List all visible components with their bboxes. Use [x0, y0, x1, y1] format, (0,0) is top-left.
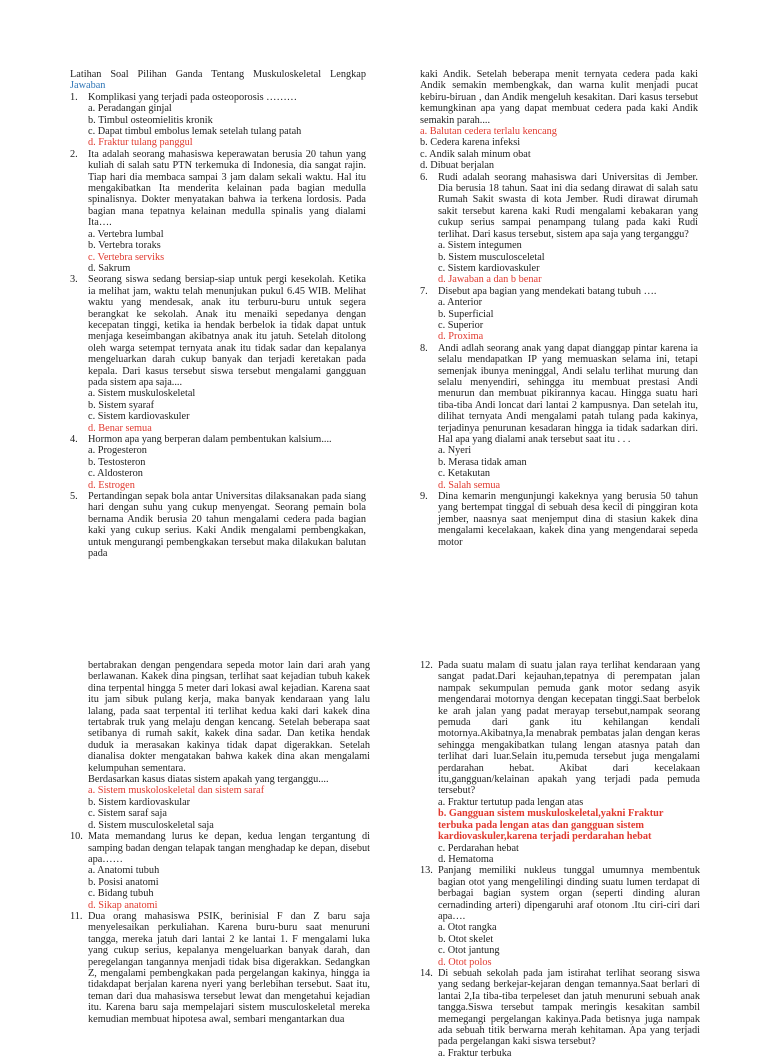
question-number: 5. — [70, 491, 78, 503]
question-5-continued: kaki Andik. Setelah beberapa menit ternyata cedera pada kaki Andik semakin membengkak, dan warna kulit menjadi pucat kebiru-biruan , dan Andik mengeluh kesakitan. Dari kasus tersebut kemungkinan apa yang dapat membuat cedera pada kaki Andik semakin parah.... — [420, 69, 698, 126]
question-2 — [70, 149, 366, 229]
answer-option: d. Otot polos — [438, 956, 492, 968]
option-c: c. Superior — [438, 319, 484, 331]
option-a: a. Otot rangka — [438, 922, 497, 934]
question-number: 7. — [420, 285, 428, 297]
answer-option: d. Proxima — [438, 331, 484, 343]
option-a: a. Progesteron — [88, 445, 147, 457]
option-b: b. Timbul osteomielitis kronik — [88, 114, 213, 126]
option-b: b. Testosteron — [88, 456, 146, 468]
title-accent: Jawaban — [70, 80, 106, 92]
option-a: a. Anterior — [438, 297, 483, 309]
question-text: Ita adalah seorang mahasiswa keperawatan berusia 20 tahun yang kuliah di salah satu PTN terkemuka di Indonesia, dia sangat rajin. Tiap hari dia membaca sampai 3 jam dalam sekali waktu. Hal itu mengakibatkan Ita menderita kelainan pada bagian medulla spinalisnya. Dokter menyatakan bahwa ia terkena lordosis. Pada bagian mana tepatnya kelainan medulla spinalis yang dialami Ita…. — [88, 148, 366, 229]
question-13 — [420, 865, 700, 922]
question-5-options — [420, 126, 698, 172]
question-number: 12. — [420, 660, 433, 671]
question-3-options — [88, 388, 366, 434]
question-9-options — [88, 785, 370, 831]
option-c: c. Perdarahan hebat — [438, 842, 519, 854]
page-1-left-column — [70, 69, 366, 640]
question-number: 11. — [70, 910, 83, 922]
option-c: c. Sistem kardiovaskuler — [438, 262, 540, 274]
option-b: b. Superficial — [438, 308, 494, 320]
page-2-left-column — [70, 660, 370, 1025]
option-a: a. Peradangan ginjal — [88, 103, 172, 115]
question-12-options — [438, 797, 700, 865]
option-b: b. Vertebra toraks — [88, 240, 161, 252]
question-number: 10. — [70, 831, 83, 843]
answer-option: d. Salah semua — [438, 479, 501, 491]
option-a: a. Fraktur terbuka — [438, 1047, 512, 1059]
question-1-options — [88, 103, 366, 149]
option-d: d. Hematoma — [438, 853, 494, 865]
question-7 — [420, 286, 698, 297]
option-a: a. Sistem integumen — [438, 240, 522, 252]
question-number: 14. — [420, 967, 433, 979]
question-text: Pertandingan sepak bola antar Universitas dilaksanakan pada siang hari dengan suhu yang cukup menyengat. Seorang pemain bola bernama Andik berusia 20 tahun mengalami cedera pada bagian kaki yang cukup serius. Kaki Andik mengalami pembengkakan, untuk mengurangi pembengkakan tersebut maka dilakukan balutan pada — [88, 491, 366, 560]
question-6-options — [438, 240, 698, 286]
question-5 — [70, 491, 366, 559]
question-13-options — [438, 922, 700, 968]
question-14 — [420, 968, 700, 1048]
option-b: b. Sistem musculosceletal — [438, 251, 545, 263]
option-c: c. Ketakutan — [438, 468, 491, 480]
question-number: 1. — [70, 91, 78, 103]
option-d: d. Sistem musculoskeletal saja — [88, 819, 214, 831]
option-a: a. Sistem muskuloskeletal — [88, 388, 196, 400]
question-text: Hormon apa yang berperan dalam pembentukan kalsium.... — [88, 434, 332, 445]
question-number: 13. — [420, 865, 433, 877]
option-c: c. Bidang tubuh — [88, 888, 154, 900]
question-11 — [70, 911, 370, 1025]
answer-option: d. Estrogen — [88, 479, 135, 491]
answer-option: c. Vertebra serviks — [88, 251, 165, 263]
question-number: 4. — [70, 434, 78, 445]
question-text: Di sebuah sekolah pada jam istirahat terlihat seorang siswa yang sedang berkejar-kejaran dengan temannya.Saat berlari di lantai 2,Ia tiba-tiba terpeleset dan jatuh menuruni sebuah anak tangga.Siswa tersebut tampak meringis kesakitan sambil memegangi pergelangan kakinya.Pada betisnya juga nampak ada sebuah titik berwarna merah kehitaman. Apa yang terjadi pada pergelangan kaki siswa tersebut? — [438, 967, 700, 1048]
option-c: c. Otot jantung — [438, 945, 500, 957]
document-title — [70, 69, 366, 92]
question-text: Dua orang mahasiswa PSIK, berinisial F dan Z baru saja menyelesaikan perkuliahan. Karena buru-buru saat menuruni tangga, mereka jatuh dari lantai 2 ke lantai 1. F mengalami luka yang cukup serius, kepalanya mengeluarkan banyak darah, dan peregelangan tangannya menjadi tidak bisa digerakkan. Sedangkan Z, mengalami pembengkakan pada pergelangan kakinya, hingga ia tidakdapat berjalan karena nyeri yang berlebihan tersebut. Saat itu, teman dari dua mahasiswa tersebut lewat dan mengetahui kejadian itu. Karena baru saja mempelajari sistem musculoskeletal mereka kemudian membuat hipotesa awal, sembari mengantarkan dua — [88, 910, 370, 1025]
question-text: Mata memandang lurus ke depan, kedua lengan tergantung di samping badan dengan telapak tangan menghadap ke depan, disebut apa…… — [88, 831, 370, 865]
option-d: d. Dibuat berjalan — [420, 160, 495, 172]
option-b: b. Posisi anatomi — [88, 876, 159, 888]
question-text: Seorang siswa sedang bersiap-siap untuk pergi kesekolah. Ketika ia melihat jam, waktu telah menunjukan pukul 6.45 WIB. Melihat waktu yang mendesak, anak itu terburu-buru untuk segera berangkat ke sekolah. Anak itu menaiki sepedanya dengan kecepatan tinggi, ketika ia hendak berbelok ia tidak dapat untuk menjaga keseimbangan akibatnya anak itu jatuh. Setelah ditolong oleh warga setempat ternyata anak itu tidak sadar dan kepalanya mengeluarkan darah cukup banyak dan terjadi keretakan pada kepala. Dari kasus tersebut siswa tersebut mengalami gangguan pada sistem apa saja.... — [88, 274, 366, 388]
answer-option: b. Gangguan sistem muskuloskeletal,yakni Fraktur terbuka pada lengan atas dan gangguan sistem kardiovaskuler,karena terjadi perdarahan hebat — [438, 808, 664, 843]
option-b: b. Otot skelet — [438, 933, 494, 945]
page-2 — [0, 640, 768, 1059]
question-3 — [70, 274, 366, 388]
question-text: Rudi adalah seorang mahasiswa dari Universitas di Jember. Dia berusia 18 tahun. Saat ini dia sedang dirawat di salah satu Rumah Sakit swasta di kota Jember. Rudi dirawat dirumah sakit tersebut karena kaki Rudi mengalami kebakaran yang cukup serius sampai penampang tulang pada kaki Rudi terlihat. Dari kasus tersebut, sistem apa saja yang terganggu? — [438, 171, 698, 240]
question-12 — [420, 660, 700, 797]
question-number: 9. — [420, 491, 428, 503]
question-1 — [70, 92, 366, 103]
option-d: d. Sakrum — [88, 262, 131, 274]
option-a: a. Fraktur tertutup pada lengan atas — [438, 796, 584, 808]
question-14-options — [438, 1048, 700, 1059]
option-a: a. Anatomi tubuh — [88, 865, 160, 877]
option-b: b. Cedera karena infeksi — [420, 137, 521, 149]
question-6 — [420, 172, 698, 240]
question-7-options — [438, 297, 698, 343]
question-4 — [70, 434, 366, 445]
question-10 — [70, 831, 370, 865]
question-text: Pada suatu malam di suatu jalan raya terlihat kendaraan yang sangat padat.Dari kejauhan,tepatnya di perempatan jalan nampak sekumpulan pemuda gank motor sedang asyik mengendarai motornya dengan kecepatan tinggi.Saat berbelok ke arah jalan yang padat merayap tersebut,nampak seorang pemuda dari gank itu kehilangan kendali motornya.Akibatnya,Ia menabrak pembatas jalan dengan keras sehingga mengakibatkan tulang lengan atasnya patah dan terlihat dari luar.Selain itu,pemuda tersebut juga mengalami perdarahan hebat. Akibat dari kecelakaan itu,gangguan/kelainan apakah yang terjadi pada pemuda tersebut? — [438, 660, 700, 797]
option-c: c. Dapat timbul embolus lemak setelah tulang patah — [88, 126, 302, 138]
option-a: a. Vertebra lumbal — [88, 228, 164, 240]
option-c: c. Andik salah minum obat — [420, 148, 531, 160]
question-10-options — [88, 865, 370, 911]
option-a: a. Nyeri — [438, 445, 472, 457]
answer-option: a. Sistem muskoloskeletal dan sistem saraf — [88, 785, 265, 797]
page-1-right-column — [420, 69, 698, 640]
question-9 — [420, 491, 698, 548]
question-number: 2. — [70, 148, 78, 160]
question-text: Dina kemarin mengunjungi kakeknya yang berusia 50 tahun yang bertempat tinggal di sebuah desa kecil di pinggiran kota jember, naasnya saat menjemput dina di stasiun kakek dina mengalami kecelakaan, kakek dina yang mengendarai sepeda motor — [438, 491, 698, 548]
question-9-prompt: Berdasarkan kasus diatas sistem apakah yang terganggu.... — [88, 774, 329, 786]
question-number: 6. — [420, 171, 428, 183]
page-2-right-column — [420, 660, 700, 1059]
answer-option: d. Sikap anatomi — [88, 899, 158, 911]
answer-option: d. Jawaban a dan b benar — [438, 274, 542, 286]
option-c: c. Sistem saraf saja — [88, 808, 167, 820]
question-text: Komplikasi yang terjadi pada osteoporosis ……… — [88, 91, 298, 103]
option-c: c. Aldosteron — [88, 468, 143, 480]
question-text: Disebut apa bagian yang mendekati batang tubuh …. — [438, 285, 657, 297]
option-b: b. Sistem syaraf — [88, 399, 155, 411]
question-4-options — [88, 445, 366, 491]
question-8-options — [438, 445, 698, 491]
option-c: c. Sistem kardiovaskuler — [88, 411, 190, 423]
answer-option: d. Benar semua — [88, 422, 152, 434]
question-text: Panjang memiliki nukleus tunggal umumnya membentuk bagian otot yang mengelilingi dinding suatu lumen terdapat di berbagai bagian system organ (seperti dinding aluran cernadinding arteri) dipengaruhi araf otonom .Itu ciri-ciri dari apa…. — [438, 865, 700, 922]
question-9-continued: bertabrakan dengan pengendara sepeda motor lain dari arah yang berlawanan. Kakek dina pingsan, terlihat saat kejadian tubuh kakek dina terpental hingga 5 meter dari lokasi awal kejadian. Karena saat itu jam sibuk pulang kerja, maka banyak kendaraan yang lalu lalang, pada saat terpental iti terlihat kedua kaki dari kakek dina tertabrak truk yang melaju dengan kencang. Setelah beberapa saat setibanya di rumah sakit, kakek dina sadar. Dan ketika hendak duduk ia merasakan kakinya tidak dapat digerakkan. Setelah dianalisa dokter mengatakan bahwa kakek dina akan mengalami kelumpuhan sementara. — [88, 660, 370, 774]
question-2-options — [88, 229, 366, 275]
answer-option: a. Balutan cedera terlalu kencang — [420, 126, 557, 138]
title-text: Latihan Soal Pilihan Ganda Tentang Muskuloskeletal Lengkap — [70, 69, 366, 80]
answer-option: d. Fraktur tulang panggul — [88, 137, 193, 149]
question-8 — [420, 343, 698, 446]
question-text: Andi adlah seorang anak yang dapat dianggap pintar karena ia selalu mendapatkan IP yang memuaskan selama ini, tetapi semenjak ibunya meninggal, Andi selalu terlihat murung dan selalu menyendiri, sehingga itu membuat prestasi Andi menurun dan membuat pikirannya kacau. Hingga suatu hari tiba-tiba Andi loncat dari lantai 2 kampusnya. Dan setelah itu, dilihat ternyata Andi mengalami patah tulang pada kakinya, terjadinya penurunan kesadaran hingga ia tidak sadarkan diri. Hal apa yang dialami anak tersebut saat itu . . . — [438, 342, 698, 445]
question-number: 3. — [70, 274, 78, 286]
question-number: 8. — [420, 342, 428, 354]
option-b: b. Sistem kardiovaskular — [88, 796, 191, 808]
option-b: b. Merasa tidak aman — [438, 456, 527, 468]
